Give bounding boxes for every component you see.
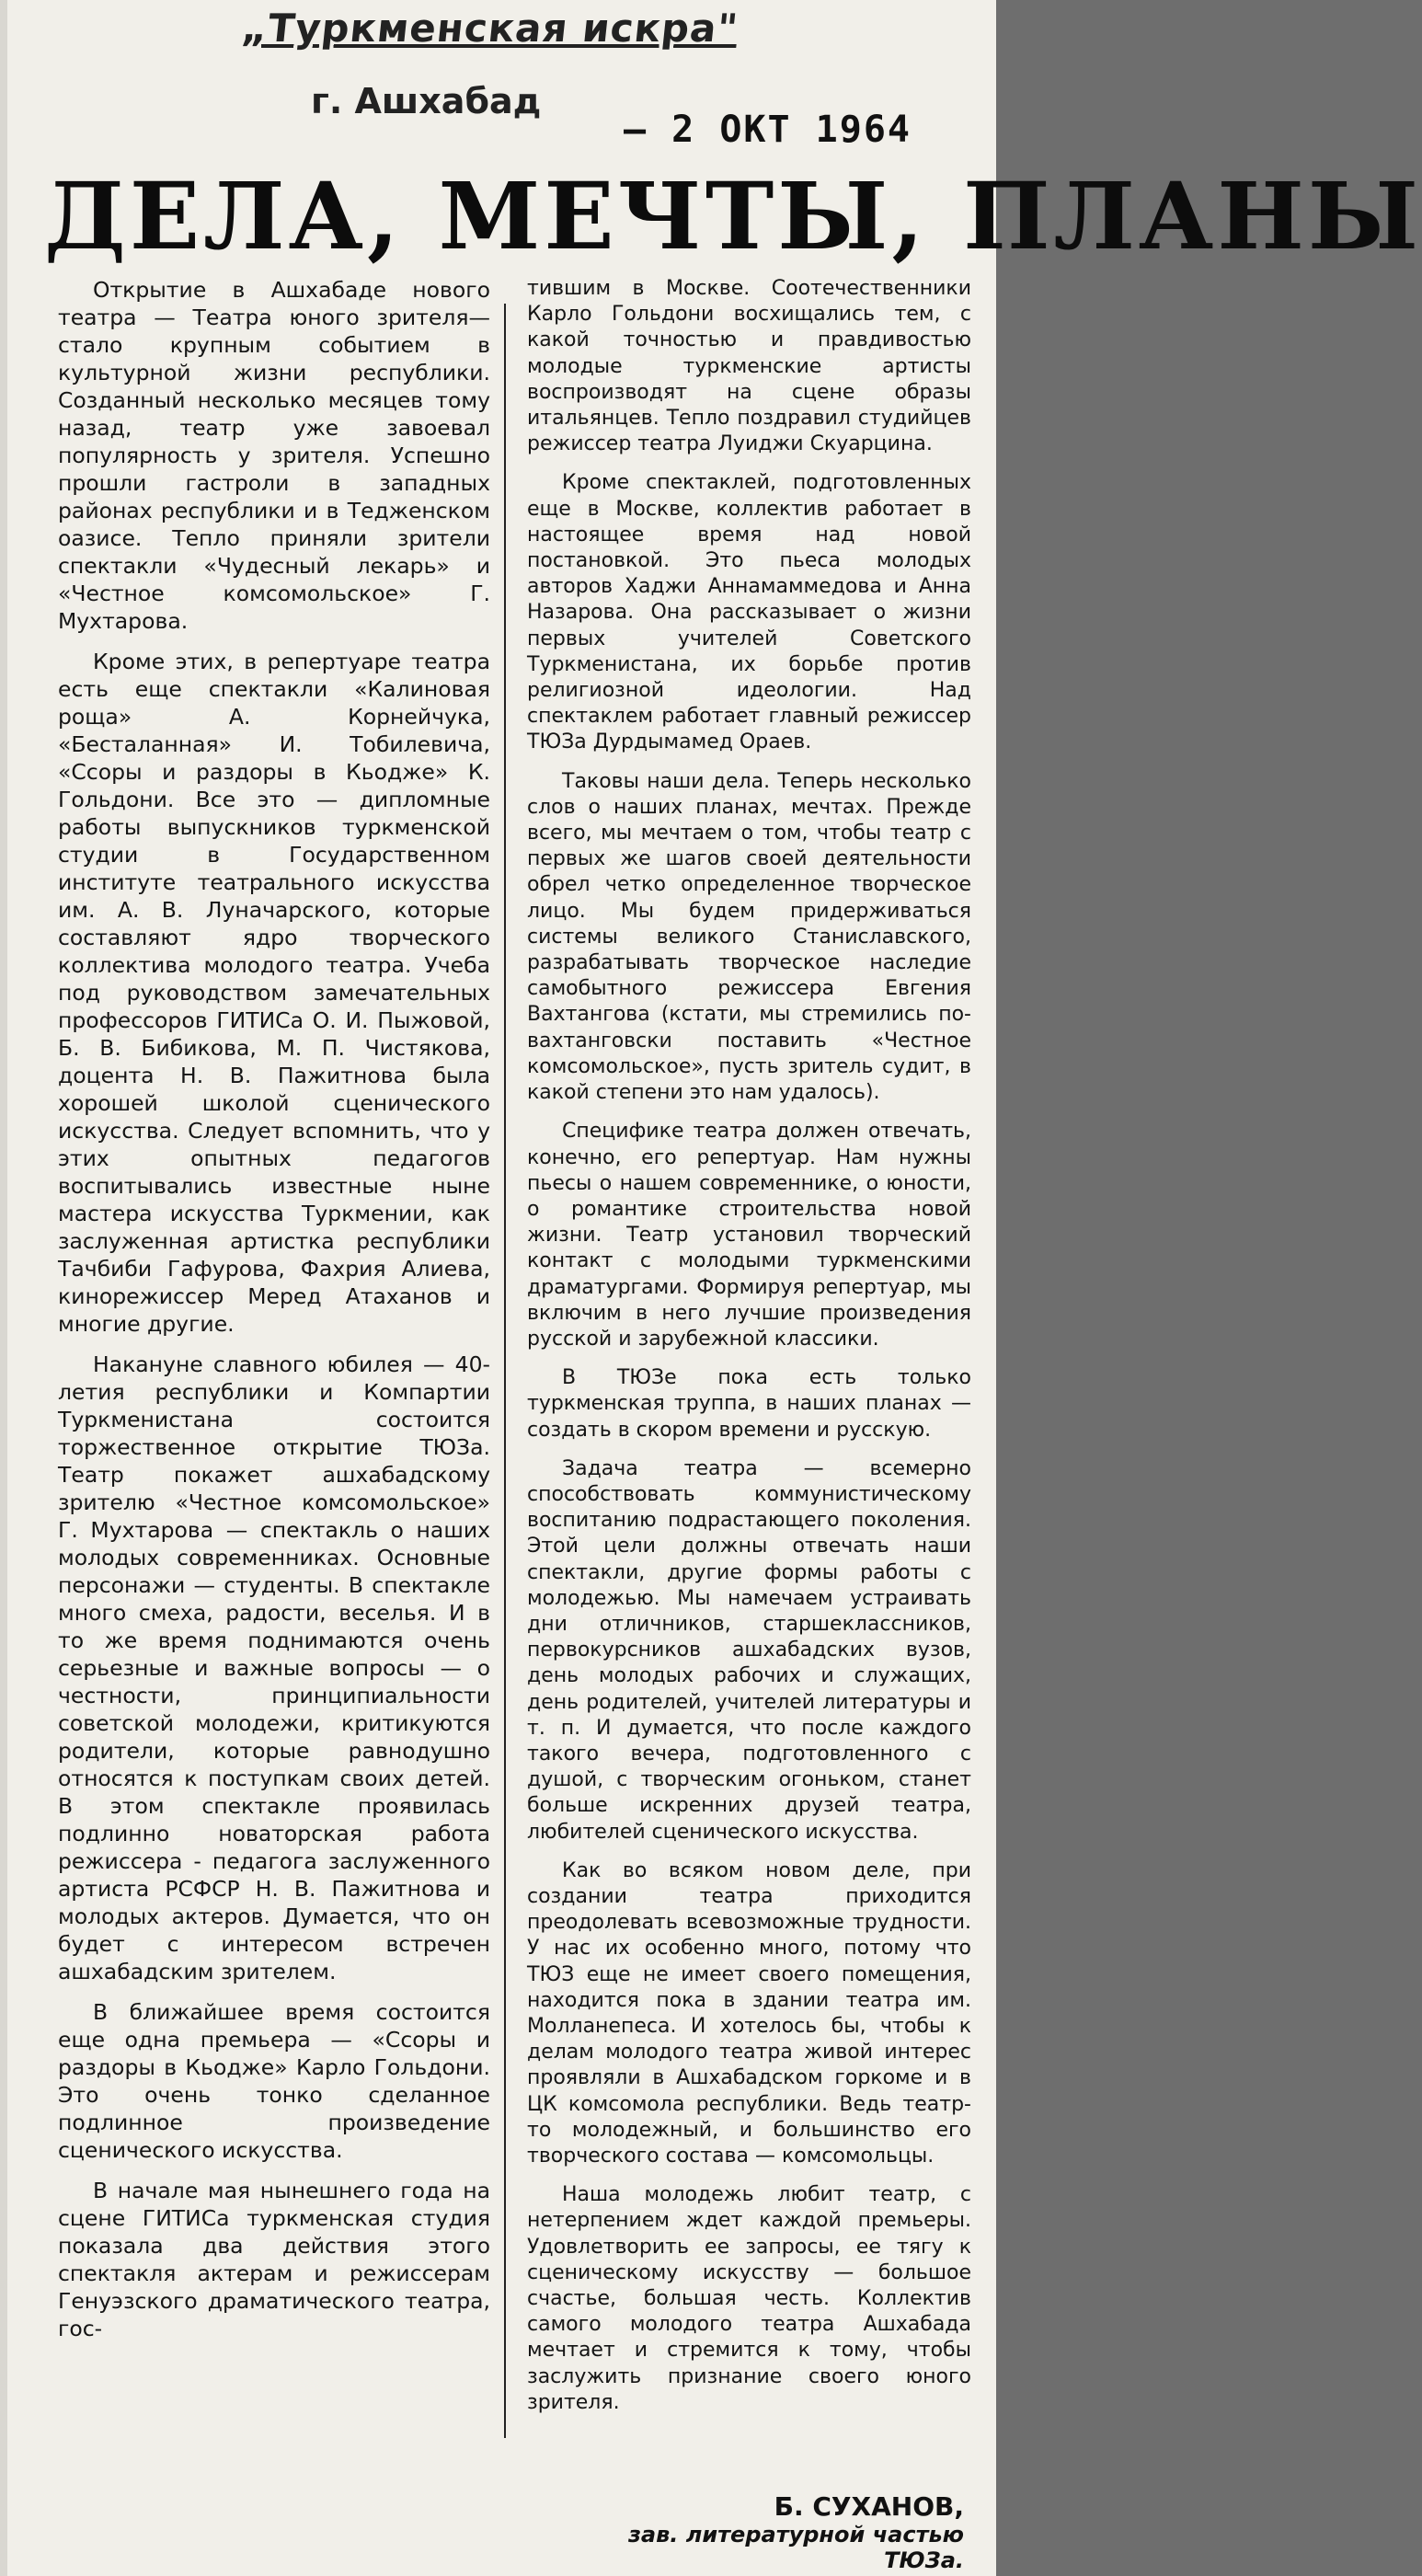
paragraph: Открытие в Ашхабаде нового театра — Театра юного зрителя—стало крупным событием в культурной жизни республики. Созданный несколько месяцев тому назад, театр уже завоевал популярность у зрителя. Успешно прошли гастроли в западных районах республики и в Тедженском оазисе. Тепло приняли зрители спектакли «Чудесный лекарь» и «Честное комсомольское» Г. Мухтарова. (58, 277, 490, 634)
date-stamp: — 2 ОКТ 1964 (624, 109, 912, 151)
newspaper-masthead: „Туркменская искра" (239, 6, 741, 51)
paragraph: Специфике театра должен отвечать, конечно, его репертуар. Нам нужны пьесы о нашем современнике, о юности, о романтике строительства новой жизни. Театр установил творческий контакт с молодыми туркменскими драматургами. Формируя репертуар, мы включим в него лучшие произведения русской и зарубежной классики. (527, 1120, 971, 1351)
author-name: Б. СУХАНОВ, (774, 2491, 964, 2522)
paragraph: В ближайшее время состоится еще одна премьера — «Ссоры и раздоры в Кьодже» Карло Гольдони. Это очень тонко сделанное подлинное произведение сценического искусства. (58, 1999, 490, 2163)
author-signature (559, 2491, 964, 2573)
paragraph: В начале мая нынешнего года на сцене ГИТИСа туркменская студия показала два действия этого спектакля актерам и режиссерам Генуэзского драматического театра, гос- (58, 2178, 490, 2341)
city-line: г. Ашхабад (311, 81, 542, 121)
article-column-right (527, 276, 971, 2429)
article-headline: ДЕЛА, МЕЧТЫ, ПЛАНЫ (44, 162, 1422, 270)
paragraph: Таковы наши дела. Теперь несколько слов о наших планах, мечтах. Прежде всего, мы мечтаем о том, чтобы театр с первых же шагов своей деятельности обрел четко определенное творческое лицо. Мы будем придерживаться системы великого Станиславского, разрабатывать творческое наследие самобытного режиссера Евгения Вахтангова (кстати, мы стремились по-вахтанговски поставить «Честное комсомольское», пусть зритель судит, в какой степени это нам удалось). (527, 769, 971, 1105)
paragraph: Накануне славного юбилея — 40-летия республики и Компартии Туркменистана состоится торжественное открытие ТЮЗа. Театр покажет ашхабадскому зрителю «Честное комсомольское» Г. Мухтарова — спектакль о наших молодых современниках. Основные персонажи — студенты. В спектакле много смеха, радости, веселья. И в то же время поднимаются очень серьезные и важные вопросы — о честности, принципиальности советской молодежи, критикуются родители, которые равнодушно относятся к поступкам своих детей. В этом спектакле проявилась подлинно новаторская работа режиссера - педагога заслуженного артиста РСФСР Н. В. Пажитнова и молодых актеров. Думается, что он будет с интересом встречен ашхабадским зрителем. (58, 1351, 490, 1984)
column-divider (504, 304, 506, 2438)
paragraph: Кроме спектаклей, подготовленных еще в Москве, коллектив работает в настоящее время над новой постановкой. Это пьеса молодых авторов Хаджи Аннамаммедова и Анна Назарова. Она рассказывает о жизни первых учителей Советского Туркменистана, их борьбе против религиозной идеологии. Над спектаклем работает главный режиссер ТЮЗа Дурдымамед Ораев. (527, 471, 971, 754)
paragraph: Наша молодежь любит театр, с нетерпением ждет каждой премьеры. Удовлетворить ее запросы, ее тягу к сценическому искусству — большое счастье, большая честь. Коллектив самого молодого театра Ашхабада мечтает и стремится к тому, чтобы заслужить признание своего юного зрителя. (527, 2183, 971, 2414)
article-column-left (58, 276, 490, 2355)
paragraph: тившим в Москве. Соотечественники Карло Гольдони восхищались тем, с какой точностью и правдивостью молодые туркменские артисты воспроизводят на сцене образы итальянцев. Тепло поздравил студийцев режиссер театра Луиджи Скуарцина. (527, 277, 971, 456)
paragraph: Кроме этих, в репертуаре театра есть еще спектакли «Калиновая роща» А. Корнейчука, «Бесталанная» И. Тобилевича, «Ссоры и раздоры в Кьодже» К. Гольдони. Все это — дипломные работы выпускников туркменской студии в Государственном институте театрального искусства им. А. В. Луначарского, которые составляют ядро творческого коллектива молодого театра. Учеба под руководством замечательных профессоров ГИТИСа О. И. Пыжовой, Б. В. Бибикова, М. П. Чистякова, доцента Н. В. Пажитнова была хорошей школой сценического искусства. Следует вспомнить, что у этих опытных педагогов воспитывались известные ныне мастера искусства Туркмении, как заслуженная артистка республики Тачбиби Гафурова, Фахрия Алиева, кинорежиссер Меред Атаханов и многие другие. (58, 649, 490, 1337)
paragraph: Задача театра — всемерно способствовать коммунистическому воспитанию подрастающего поколения. Этой цели должны отвечать наши спектакли, другие формы работы с молодежью. Мы намечаем устраивать дни отличников, старшеклассников, первокурсников ашхабадских вузов, день молодых рабочих и служащих, день родителей, учителей литературы и т. п. И думается, что после каждого такого вечера, подготовленного с душой, с творческим огоньком, станет больше искренних друзей театра, любителей сценического искусства. (527, 1456, 971, 1844)
paragraph: В ТЮЗе пока есть только туркменская труппа, в наших планах — создать в скором времени и русскую. (527, 1366, 971, 1442)
author-role: зав. литературной частью ТЮЗа. (627, 2522, 964, 2573)
paragraph: Как во всяком новом деле, при создании театра приходится преодолевать всевозможные трудности. У нас их особенно много, потому что ТЮЗ еще не имеет своего помещения, находится пока в здании театра им. Молланепеса. И хотелось бы, чтобы к делам молодого театра живой интерес проявляли в Ашхабадском горкоме и в ЦК комсомола республики. Ведь театр-то молодежный, и большинство его творческого состава — комсомольцы. (527, 1858, 971, 2168)
